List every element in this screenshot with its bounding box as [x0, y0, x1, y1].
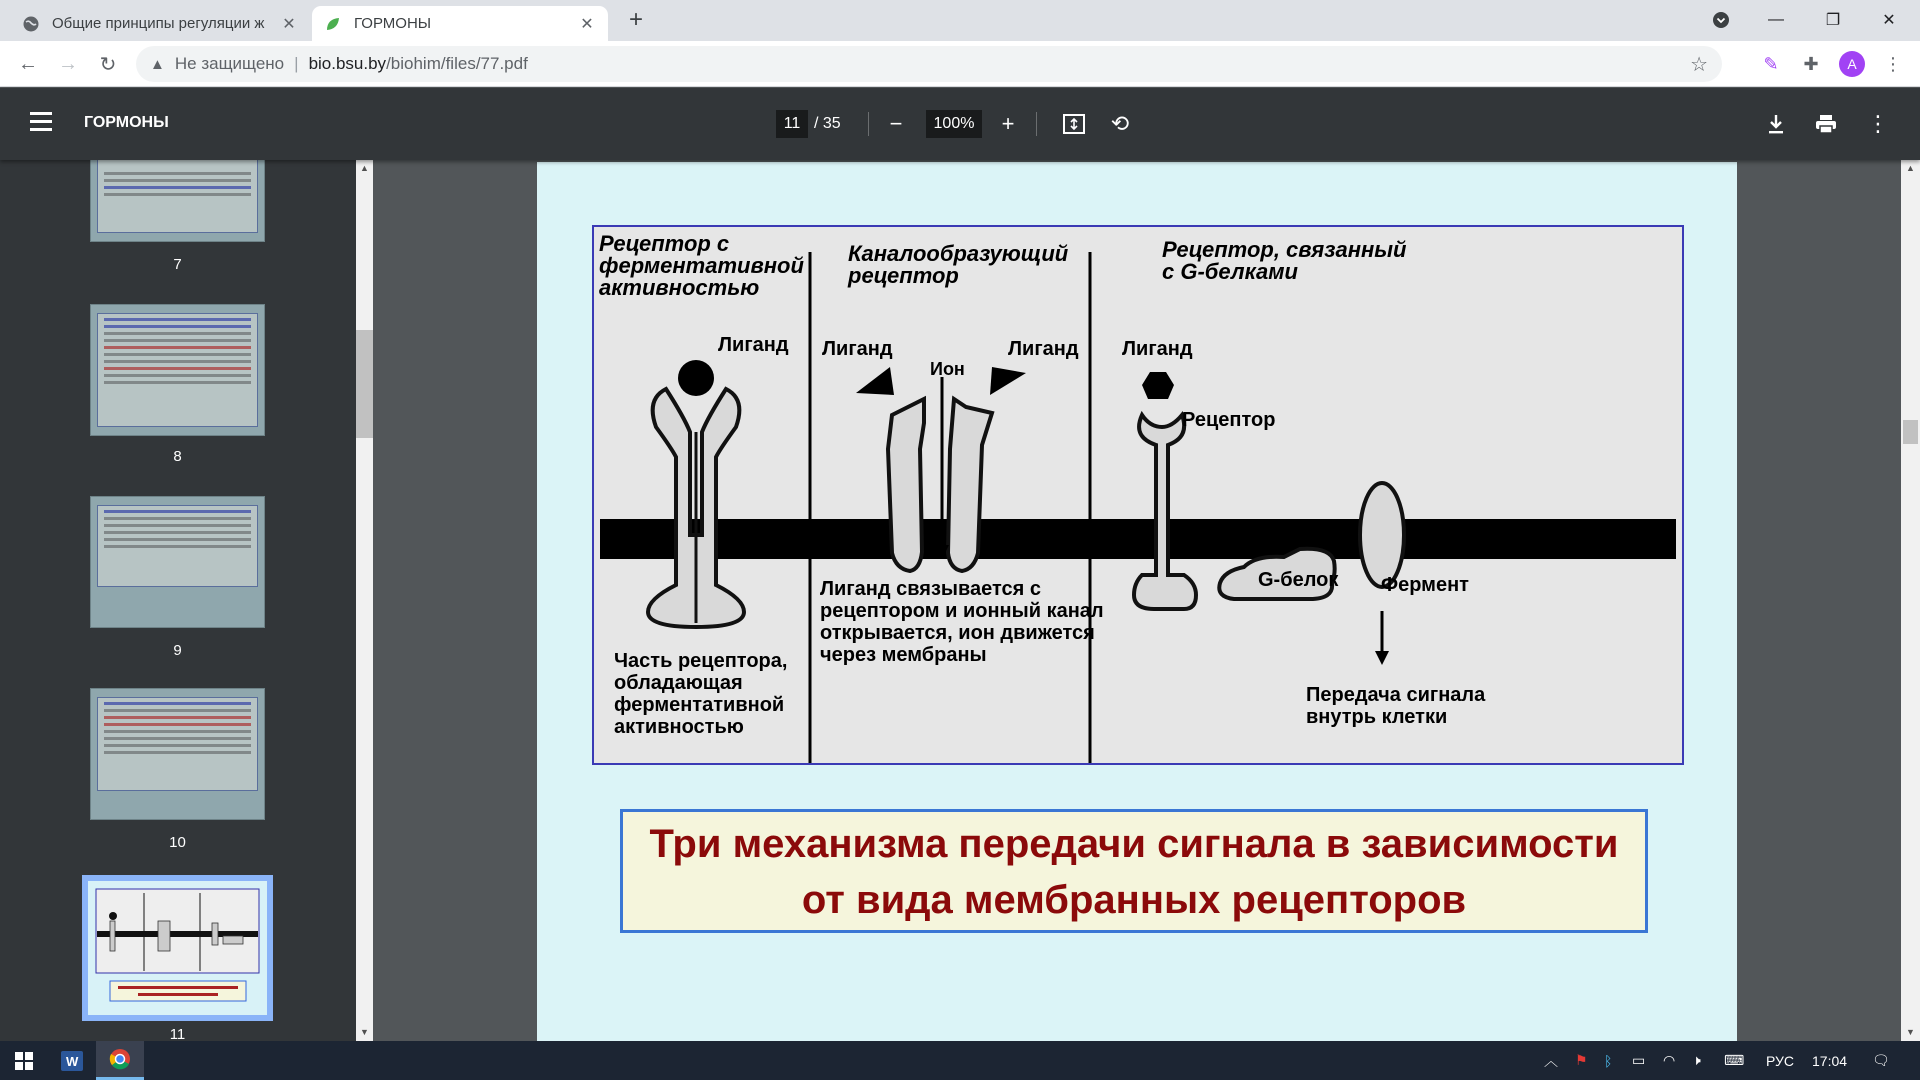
- scrollbar-thumb[interactable]: [356, 330, 373, 438]
- more-options-icon[interactable]: ⋮: [1867, 111, 1889, 136]
- pdf-page: [537, 162, 1737, 1041]
- enzyme-label: Фермент: [1381, 574, 1469, 596]
- signal-arrow-head: [1375, 651, 1389, 665]
- reload-icon[interactable]: ↻: [99, 53, 117, 76]
- panel1-description: Часть рецептора,: [614, 650, 788, 672]
- print-icon[interactable]: [1812, 110, 1840, 138]
- tab-title: Общие принципы регуляции ж: [52, 15, 265, 32]
- enzyme-shape: [1360, 483, 1404, 587]
- security-label: Не защищено: [174, 54, 285, 73]
- tab-active[interactable]: [312, 6, 608, 41]
- scroll-up-arrow[interactable]: ▲: [1906, 163, 1915, 173]
- svg-text:W: W: [66, 1053, 79, 1069]
- viewer-scrollbar[interactable]: [1901, 160, 1920, 1041]
- ligand-circle: [678, 360, 714, 396]
- leaf-icon: [324, 15, 342, 33]
- clock[interactable]: 17:04: [1812, 1052, 1848, 1069]
- forward-icon[interactable]: →: [58, 52, 78, 75]
- thumbnail-preview: [97, 505, 258, 587]
- address-bar[interactable]: [136, 46, 1722, 82]
- panel1-description: ферментативной: [614, 694, 785, 716]
- page-total: / 35: [814, 115, 841, 132]
- panel1-heading: ферментативной: [599, 253, 804, 278]
- g-receptor-shape: [1134, 415, 1196, 609]
- toolbar-divider: [1036, 112, 1037, 136]
- thumbnail-page-11[interactable]: [82, 875, 273, 1021]
- pdf-viewer: [373, 160, 1901, 1041]
- keyboard-icon[interactable]: ⌨: [1724, 1052, 1745, 1068]
- fit-page-icon[interactable]: [1060, 110, 1088, 138]
- close-tab-icon[interactable]: ✕: [580, 15, 594, 33]
- scrollbar-thumb[interactable]: [1903, 420, 1918, 444]
- thumbnail-preview: [97, 160, 258, 233]
- panel3-heading: Рецептор, связанный: [1162, 237, 1407, 262]
- membrane: [600, 519, 1676, 559]
- ligand-hexagon: [1142, 372, 1174, 399]
- panel2-description: Лиганд связывается с: [820, 578, 1041, 600]
- profile-avatar[interactable]: A: [1839, 51, 1865, 77]
- zoom-out-icon[interactable]: −: [889, 111, 903, 136]
- page-number-input[interactable]: 11: [776, 110, 808, 138]
- zoom-in-icon[interactable]: +: [1001, 111, 1015, 136]
- back-icon[interactable]: ←: [18, 52, 38, 75]
- scroll-down-arrow[interactable]: ▼: [1906, 1027, 1915, 1037]
- browser-toolbar: [0, 41, 1920, 87]
- panel1-heading: Рецептор с: [599, 231, 730, 256]
- pen-extension-icon[interactable]: ✎: [1763, 53, 1779, 74]
- ion-label: Ион: [930, 359, 965, 379]
- windows-taskbar: [0, 1041, 1920, 1080]
- zoom-input[interactable]: 100%: [926, 110, 982, 138]
- tab-inactive[interactable]: [10, 6, 310, 41]
- ligand-triangle-left: [856, 367, 894, 395]
- address-separator: |: [294, 54, 299, 73]
- toolbar-divider: [868, 112, 869, 136]
- bookmark-star-icon[interactable]: ☆: [1690, 54, 1708, 76]
- close-tab-icon[interactable]: ✕: [282, 15, 296, 33]
- caption-line: от вида мембранных рецепторов: [801, 878, 1467, 922]
- word-app-icon[interactable]: [48, 1041, 96, 1080]
- globe-icon: [22, 15, 40, 33]
- sidebar-menu-icon[interactable]: [30, 112, 52, 136]
- thumbnail-number: 11: [169, 1026, 186, 1041]
- slide-caption: [620, 809, 1648, 933]
- bluetooth-icon[interactable]: ᛒ: [1604, 1052, 1613, 1069]
- ligand-label-right: Лиганд: [1008, 338, 1079, 360]
- thumbnail-page-7[interactable]: [90, 160, 265, 242]
- windows-start-icon[interactable]: [0, 1041, 48, 1080]
- thumbnail-preview: [88, 881, 267, 1015]
- chrome-app-icon[interactable]: [96, 1041, 144, 1080]
- panel2-description: рецептором и ионный канал: [820, 600, 1104, 622]
- thumbnail-page-10[interactable]: [90, 688, 265, 820]
- thumbnail-number: 7: [173, 256, 182, 273]
- rotate-icon[interactable]: ⟲: [1110, 111, 1130, 136]
- tray-chevron-icon[interactable]: ︿: [1544, 1052, 1558, 1069]
- receptor-label: Рецептор: [1182, 409, 1276, 431]
- ligand-label: Лиганд: [718, 334, 789, 356]
- panel1-heading: активностью: [599, 275, 760, 300]
- extensions-puzzle-icon[interactable]: ✚: [1803, 53, 1819, 74]
- url-path: /biohim/files/77.pdf: [386, 54, 528, 73]
- antivirus-icon[interactable]: ⚑: [1575, 1052, 1588, 1068]
- sidebar-scrollbar[interactable]: [356, 160, 373, 1041]
- pdf-title: ГОРМОНЫ: [84, 114, 169, 131]
- receptor-diagram: [592, 225, 1684, 765]
- panel1-description: обладающая: [614, 672, 743, 694]
- battery-icon[interactable]: ▭: [1632, 1052, 1646, 1068]
- ligand-label: Лиганд: [1122, 338, 1193, 360]
- channel-left-half: [888, 399, 924, 571]
- thumbnail-number: 9: [173, 642, 182, 659]
- thumbnail-preview: [97, 697, 258, 791]
- restore-icon[interactable]: ❐: [1825, 12, 1841, 29]
- tab-search-icon[interactable]: [1698, 0, 1744, 40]
- close-window-icon[interactable]: ✕: [1882, 12, 1896, 29]
- panel2-heading: Каналообразующий: [848, 241, 1069, 266]
- g-protein-label: G-белок: [1258, 569, 1339, 591]
- scroll-up-arrow[interactable]: ▲: [360, 163, 369, 173]
- download-icon[interactable]: [1762, 110, 1790, 138]
- thumbnail-preview: [97, 313, 258, 427]
- caption-line: Три механизма передачи сигнала в зависимости: [649, 822, 1619, 866]
- url-host: bio.bsu.by: [308, 54, 387, 73]
- panel2-heading: рецептор: [848, 263, 959, 288]
- panel3-description: внутрь клетки: [1306, 706, 1448, 728]
- panel1-description: активностью: [614, 716, 744, 738]
- ligand-label-left: Лиганд: [822, 338, 893, 360]
- thumbnail-number: 8: [173, 448, 182, 465]
- warning-icon[interactable]: ▲: [150, 55, 165, 73]
- scroll-down-arrow[interactable]: ▼: [360, 1027, 369, 1037]
- thumbnail-number: 10: [169, 834, 186, 851]
- pdf-toolbar: [0, 88, 1920, 160]
- ligand-triangle-right: [990, 367, 1026, 395]
- panel2-description: через мембраны: [820, 644, 987, 666]
- diagram-svg: [594, 227, 1682, 763]
- new-tab-button[interactable]: +: [628, 6, 643, 33]
- panel3-heading: с G-белками: [1162, 259, 1298, 284]
- wifi-icon[interactable]: ◠: [1663, 1052, 1676, 1068]
- notifications-icon[interactable]: 🗨: [1872, 1052, 1890, 1068]
- panel3-description: Передача сигнала: [1306, 684, 1486, 706]
- thumbnail-page-8[interactable]: [90, 304, 265, 436]
- thumbnail-sidebar: [0, 160, 356, 1041]
- tab-title: ГОРМОНЫ: [354, 15, 432, 32]
- thumbnail-page-9[interactable]: [90, 496, 265, 628]
- volume-icon[interactable]: 🕨: [1692, 1052, 1701, 1068]
- minimize-icon[interactable]: —: [1768, 11, 1784, 28]
- tab-strip: [0, 0, 1920, 41]
- chrome-menu-icon[interactable]: ⋮: [1884, 53, 1902, 74]
- language-indicator[interactable]: РУС: [1766, 1052, 1795, 1069]
- panel2-description: открывается, ион движется: [820, 622, 1095, 644]
